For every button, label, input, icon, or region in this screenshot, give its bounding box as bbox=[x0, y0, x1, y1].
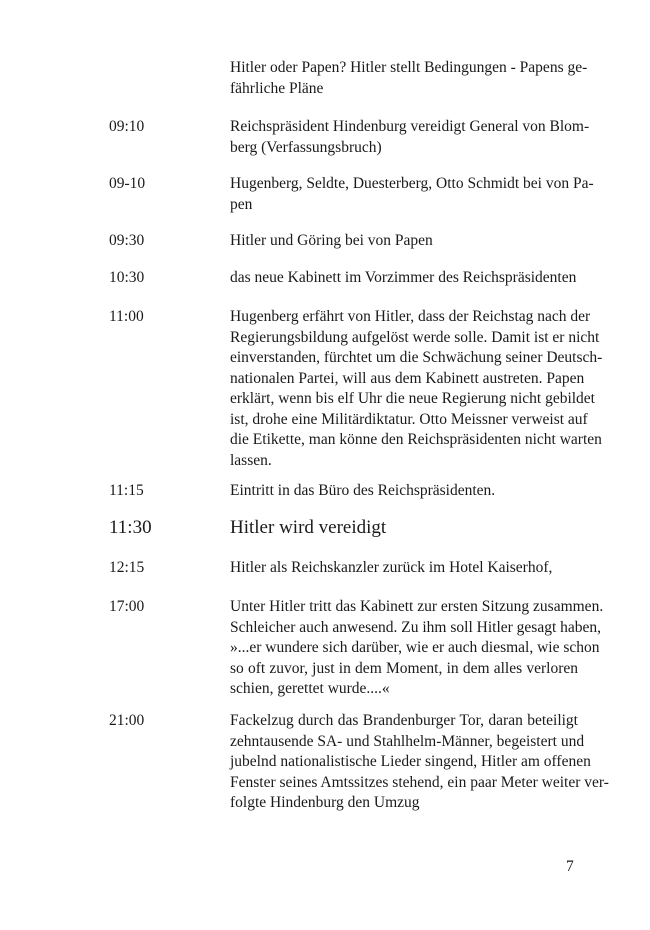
entry-time: 21:00 bbox=[109, 712, 145, 729]
text-line: Regierungsbildung aufgelöst werde solle. Damit ist er nicht bbox=[230, 328, 600, 346]
entry-time: 11:15 bbox=[109, 482, 144, 499]
text-line: Schleicher auch anwesend. Zu ihm soll Hitler gesagt haben, bbox=[230, 618, 602, 636]
text-line: Fenster seines Amtssitzes stehend, ein paar Meter weiter ver- bbox=[230, 773, 609, 791]
text-line: Hitler und Göring bei von Papen bbox=[230, 232, 433, 249]
entry-text bbox=[230, 174, 594, 215]
text-line: lassen. bbox=[230, 451, 272, 469]
entry-time: 10:30 bbox=[109, 269, 145, 286]
entry-time: 11:30 bbox=[109, 517, 152, 538]
entry-text bbox=[230, 58, 588, 99]
text-line: Eintritt in das Büro des Reichspräsidenten. bbox=[230, 482, 496, 499]
entry-text bbox=[230, 711, 609, 814]
entry-time: 12:15 bbox=[109, 559, 145, 576]
text-line: Unter Hitler tritt das Kabinett zur ersten Sitzung zusammen. bbox=[230, 598, 604, 615]
entry-text bbox=[230, 516, 578, 540]
entry-text bbox=[230, 231, 578, 252]
text-line: ist, drohe eine Militärdiktatur. Otto Meissner verweist auf bbox=[230, 410, 588, 428]
text-line: jubelnd nationalistische Lieder singend, Hitler am offenen bbox=[230, 753, 591, 770]
text-line: nationalen Partei, will aus dem Kabinett austreten. Papen bbox=[230, 369, 585, 387]
entry-text bbox=[230, 307, 603, 471]
entry-text bbox=[230, 481, 578, 502]
entry-time: 09:10 bbox=[109, 118, 145, 135]
entry-text bbox=[230, 597, 604, 700]
entry-time: 09-10 bbox=[109, 175, 146, 192]
text-line: Fackelzug durch das Brandenburger Tor, daran beteiligt bbox=[230, 712, 578, 729]
text-line: Hitler als Reichskanzler zurück im Hotel Kaiserhof, bbox=[230, 559, 553, 576]
entry-time: 09:30 bbox=[109, 232, 145, 249]
text-line: schien, gerettet wurde....« bbox=[230, 680, 390, 697]
text-line: »...er wundere sich darüber, wie er auch diesmal, wie schon bbox=[230, 639, 600, 656]
text-line: die Etikette, man könne den Reichspräsidenten nicht warten bbox=[230, 431, 602, 448]
text-line: einverstanden, fürchtet um die Schwächung seiner Deutsch- bbox=[230, 349, 603, 366]
text-line: Hitler oder Papen? Hitler stellt Bedingungen - Papens ge- bbox=[230, 59, 588, 76]
text-line: das neue Kabinett im Vorzimmer des Reichspräsidenten bbox=[230, 269, 577, 286]
text-line: erklärt, wenn bis elf Uhr die neue Regierung nicht gebildet bbox=[230, 390, 595, 407]
entry-text bbox=[230, 117, 590, 158]
text-line: berg (Verfassungsbruch) bbox=[230, 138, 382, 156]
entry-time: 17:00 bbox=[109, 598, 145, 615]
text-line: Hugenberg, Seldte, Duesterberg, Otto Schmidt bei von Pa- bbox=[230, 175, 594, 192]
entry-time: 11:00 bbox=[109, 308, 144, 325]
text-line: Hugenberg erfährt von Hitler, dass der Reichstag nach der bbox=[230, 308, 591, 325]
entry-text bbox=[230, 268, 578, 289]
text-line: Hitler wird vereidigt bbox=[230, 517, 387, 538]
text-line: Reichspräsident Hindenburg vereidigt General von Blom- bbox=[230, 118, 590, 135]
entry-text bbox=[230, 558, 578, 579]
text-line: fährliche Pläne bbox=[230, 79, 324, 97]
page-number: 7 bbox=[566, 858, 574, 875]
text-line: zehntausende SA- und Stahlhelm-Männer, begeistert und bbox=[230, 732, 585, 750]
text-line: pen bbox=[230, 195, 253, 213]
text-line: folgte Hindenburg den Umzug bbox=[230, 794, 420, 811]
text-line: so oft zuvor, just in dem Moment, in dem alles verloren bbox=[230, 659, 578, 677]
